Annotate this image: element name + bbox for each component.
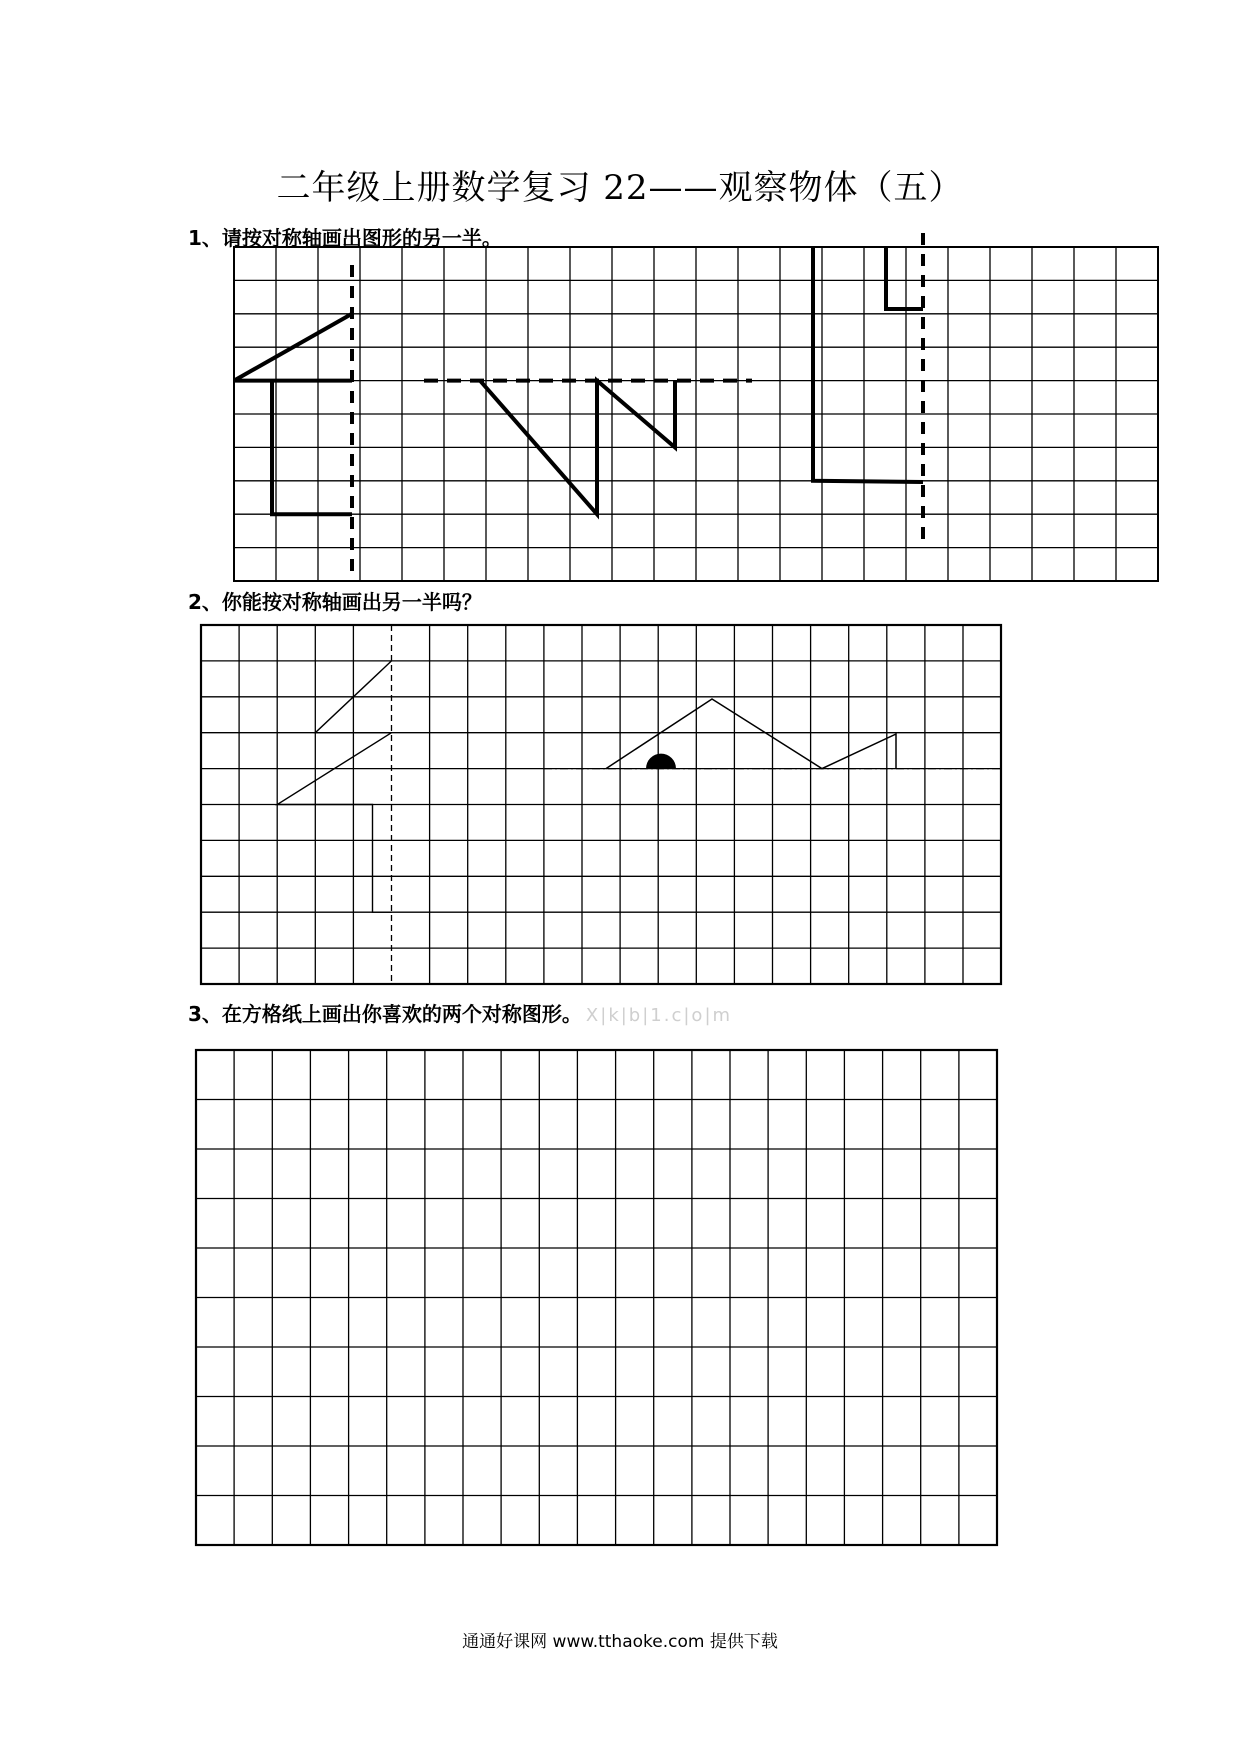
question-3-text: 3、在方格纸上画出你喜欢的两个对称图形。 xyxy=(188,1002,582,1026)
grid-2 xyxy=(201,625,1001,984)
bird-eye-icon xyxy=(646,754,676,769)
page-title: 二年级上册数学复习 22——观察物体（五） xyxy=(276,168,964,208)
tree-half xyxy=(277,661,391,912)
bird-half xyxy=(606,699,896,769)
watermark-text: X|k|b|1.c|o|m xyxy=(585,1005,733,1026)
question-2-label: 2、你能按对称轴画出另一半吗？ xyxy=(188,590,482,614)
question-1-label: 1、请按对称轴画出图形的另一半。 xyxy=(188,226,502,250)
question-3-label xyxy=(188,998,732,1027)
footer-credit: 通通好课网 www.tthaoke.com 提供下载 xyxy=(462,1632,778,1652)
grid-3-blank[interactable] xyxy=(196,1050,997,1545)
grid-1 xyxy=(234,247,1158,581)
